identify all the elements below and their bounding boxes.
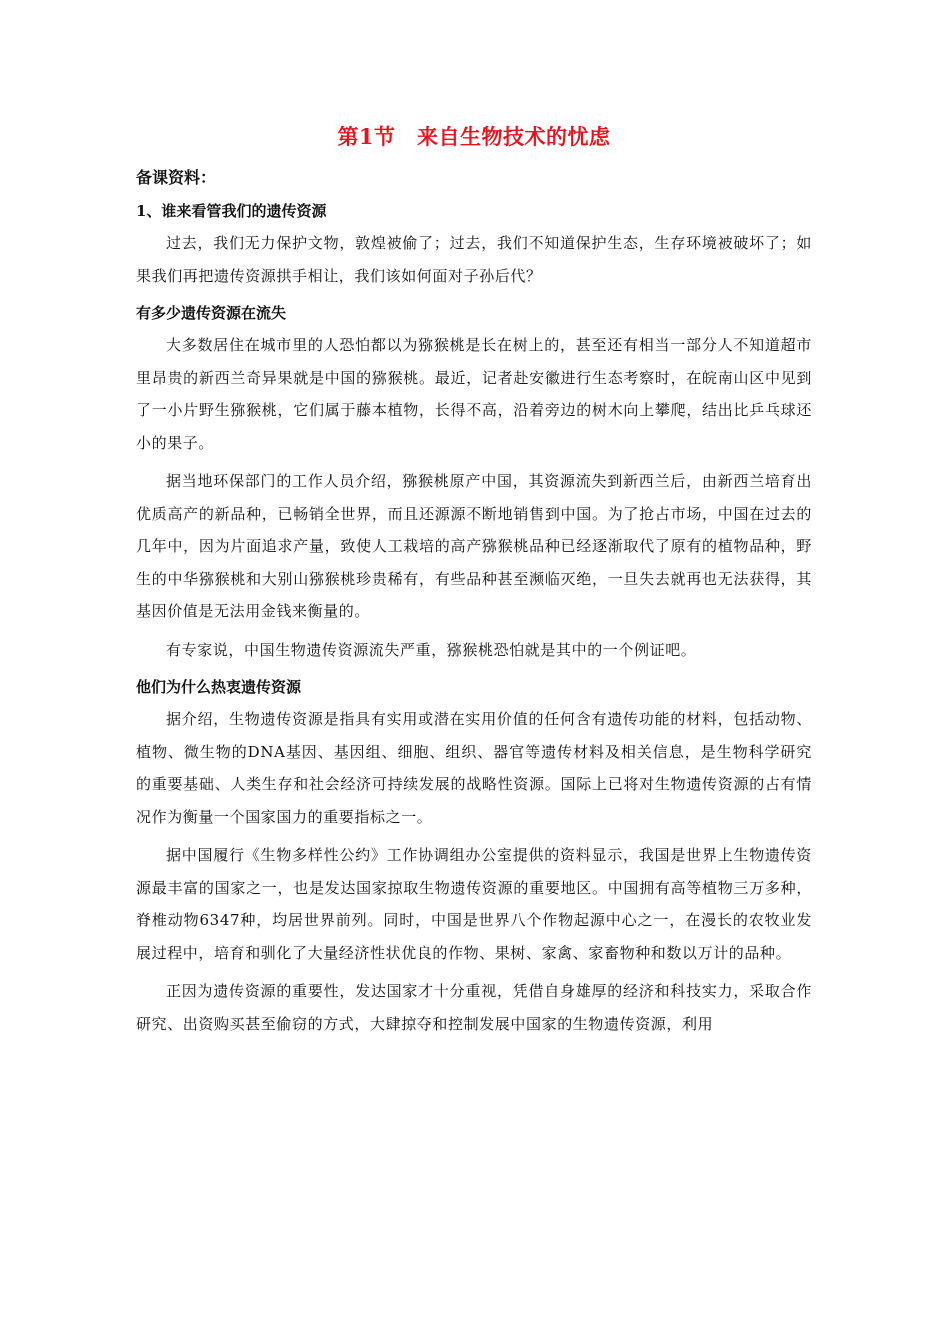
subheading-why-keen: 他们为什么热衷遗传资源 — [136, 678, 302, 696]
paragraph: 过去，我们无力保护文物，敦煌被偷了；过去，我们不知道保护生态，生存环境被破坏了；如果我们再把遗传资源拱手相让，我们该如何面对子孙后代？ — [136, 234, 812, 285]
paragraph: 有专家说，中国生物遗传资源流失严重，猕猴桃恐怕就是其中的一个例证吧。 — [166, 640, 697, 659]
paragraph: 据中国履行《生物多样性公约》工作协调组办公室提供的资料显示，我国是世界上生物遗传资源最丰富的国家之一，也是发达国家掠取生物遗传资源的重要地区。中国拥有高等植物三万多种，脊椎动物6347种，均居世界前列。同时，中国是世界八个作物起源中心之一，在漫长的农牧业发展过程中，培育和驯化了大量经济性状优良的作物、果树、家禽、家畜物种和数以万计的品种。 — [136, 846, 812, 962]
paragraph: 大多数居住在城市里的人恐怕都以为猕猴桃是长在树上的，甚至还有相当一部分人不知道超市里昂贵的新西兰奇异果就是中国的猕猴桃。最近，记者赴安徽进行生态考察时，在皖南山区中见到了一小片野生猕猴桃，它们属于藤本植物，长得不高，沿着旁边的树木向上攀爬，结出比乒乓球还小的果子。 — [136, 336, 812, 452]
paragraph: 据当地环保部门的工作人员介绍，猕猴桃原产中国，其资源流失到新西兰后，由新西兰培育出优质高产的新品种，已畅销全世界，而且还源源不断地销售到中国。为了抢占市场，中国在过去的几年中，因为片面追求产量，致使人工栽培的高产猕猴桃品种已经逐渐取代了原有的植物品种，野生的中华猕猴桃和大别山猕猴桃珍贵稀有，有些品种甚至濒临灭绝，一旦失去就再也无法获得，其基因价值是无法用金钱来衡量的。 — [136, 472, 812, 620]
subheading-guard-resources: 1、谁来看管我们的遗传资源 — [136, 202, 327, 220]
page-title: 第1节 来自生物技术的忧虑 — [337, 124, 611, 149]
document-page — [136, 118, 812, 1046]
paragraph: 正因为遗传资源的重要性，发达国家才十分重视，凭借自身雄厚的经济和科技实力，采取合作研究、出资购买甚至偷窃的方式，大肆掠夺和控制发展中国家的生物遗传资源，利用 — [136, 982, 812, 1033]
paragraph: 据介绍，生物遗传资源是指具有实用或潜在实用价值的任何含有遗传功能的材料，包括动物、植物、微生物的DNA基因、基因组、细胞、组织、器官等遗传材料及相关信息，是生物科学研究的重要基础、人类生存和社会经济可持续发展的战略性资源。国际上已将对生物遗传资源的占有情况作为衡量一个国家国力的重要指标之一。 — [136, 710, 812, 826]
subheading-resource-loss: 有多少遗传资源在流失 — [136, 304, 287, 322]
section-label: 备课资料： — [136, 168, 217, 187]
